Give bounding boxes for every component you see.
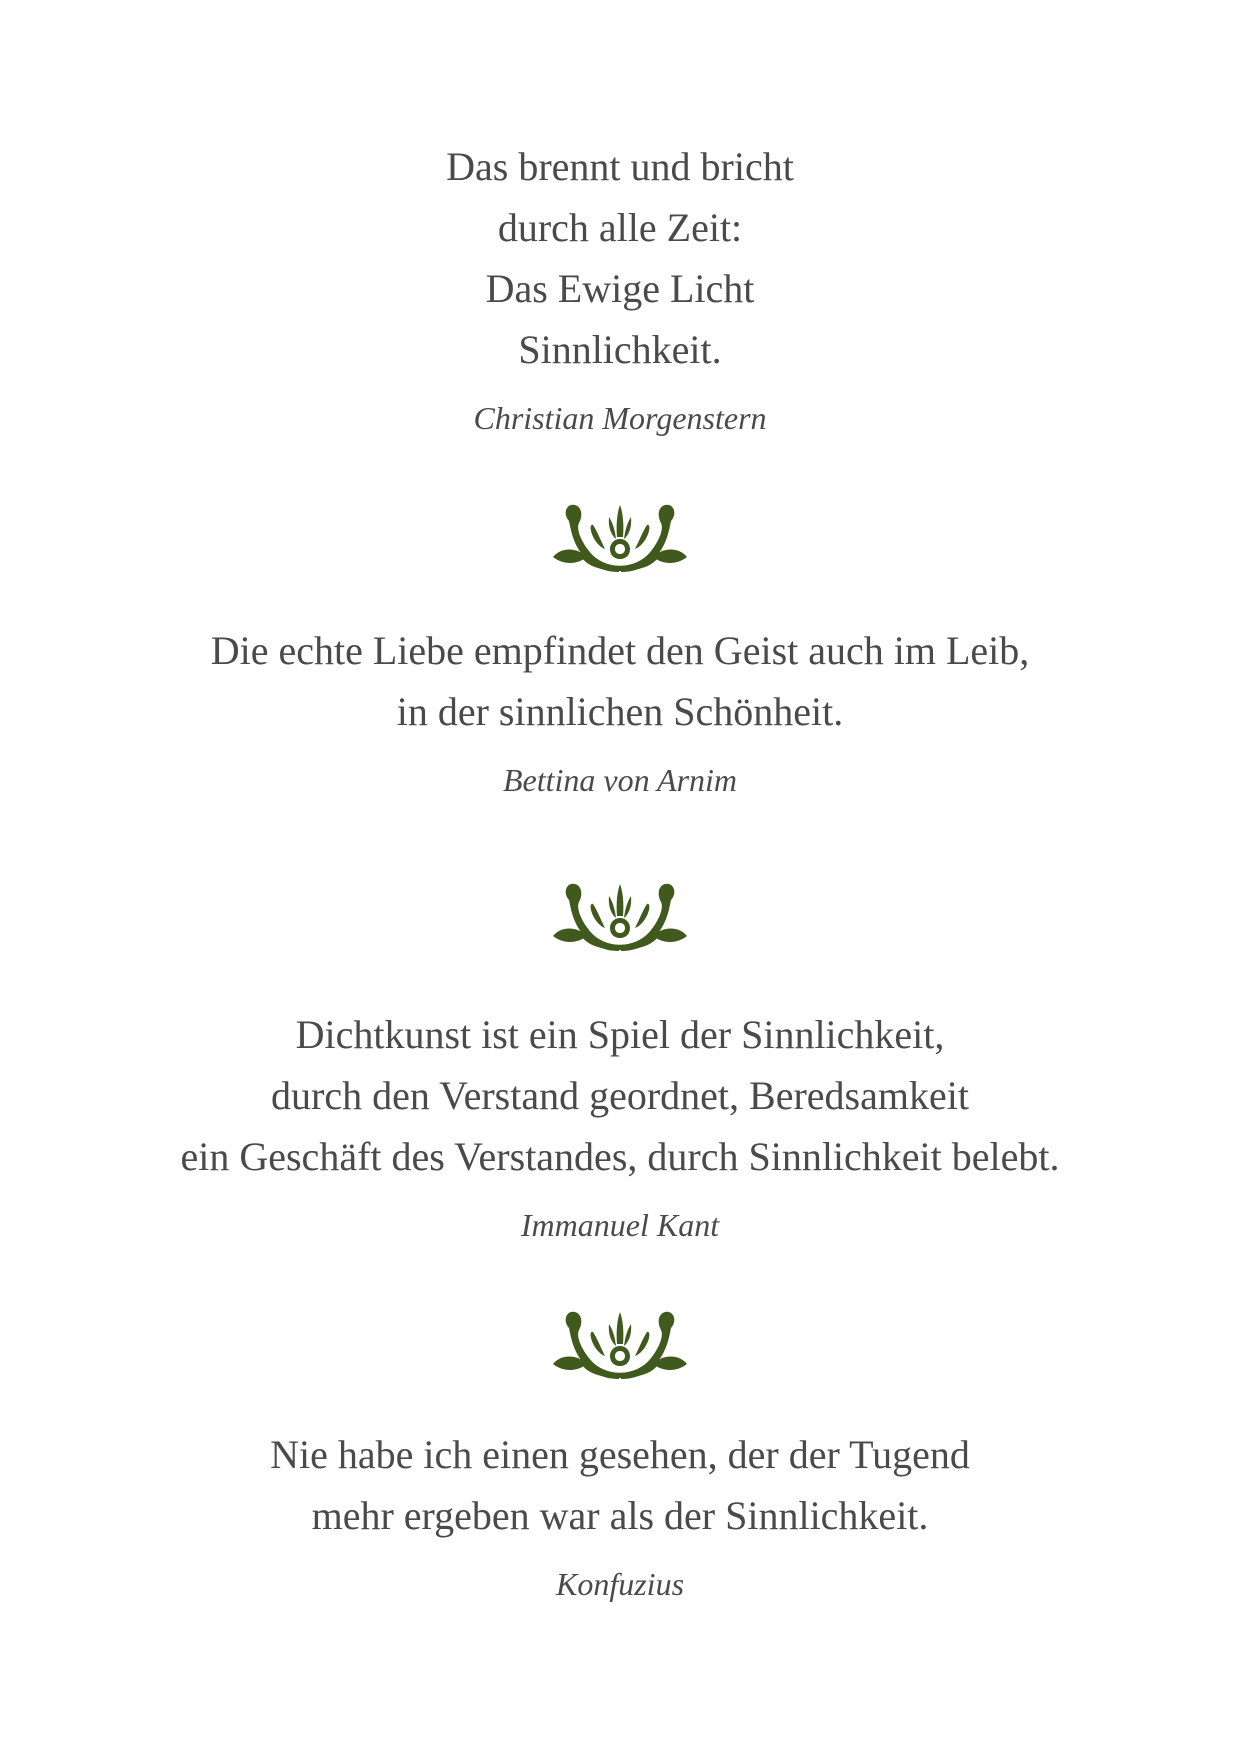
floral-ornament-svg xyxy=(553,503,687,579)
quote-line: Das brennt und bricht xyxy=(446,144,794,189)
quote-line: durch alle Zeit: xyxy=(497,205,743,250)
quote-author: Bettina von Arnim xyxy=(502,762,738,798)
floral-ornament-icon xyxy=(553,1310,687,1386)
quote-block-kant xyxy=(0,1004,1240,1245)
quote-block-arnim xyxy=(0,620,1240,800)
floral-ornament-svg xyxy=(553,882,687,958)
quote-line: Nie habe ich einen gesehen, der der Tugend xyxy=(270,1432,970,1477)
quote-author: Christian Morgenstern xyxy=(473,400,767,436)
quote-line: Die echte Liebe empfindet den Geist auch im Leib, xyxy=(210,628,1030,673)
quote-author: Immanuel Kant xyxy=(520,1207,720,1243)
quote-line: in der sinnlichen Schönheit. xyxy=(396,689,844,734)
quote-author: Konfuzius xyxy=(555,1566,685,1602)
quote-line: mehr ergeben war als der Sinnlichkeit. xyxy=(311,1493,929,1538)
floral-ornament-svg xyxy=(553,1310,687,1386)
quote-line: durch den Verstand geordnet, Beredsamkeit xyxy=(271,1073,969,1118)
quote-line: ein Geschäft des Verstandes, durch Sinnlichkeit belebt. xyxy=(180,1134,1060,1179)
quote-line: Das Ewige Licht xyxy=(485,266,755,311)
quote-line: Dichtkunst ist ein Spiel der Sinnlichkeit, xyxy=(295,1012,945,1057)
floral-ornament-icon xyxy=(553,503,687,579)
floral-ornament-icon xyxy=(553,882,687,958)
quote-block-konfuzius xyxy=(0,1424,1240,1604)
quote-line: Sinnlichkeit. xyxy=(518,327,722,372)
quote-block-morgenstern xyxy=(0,136,1240,438)
